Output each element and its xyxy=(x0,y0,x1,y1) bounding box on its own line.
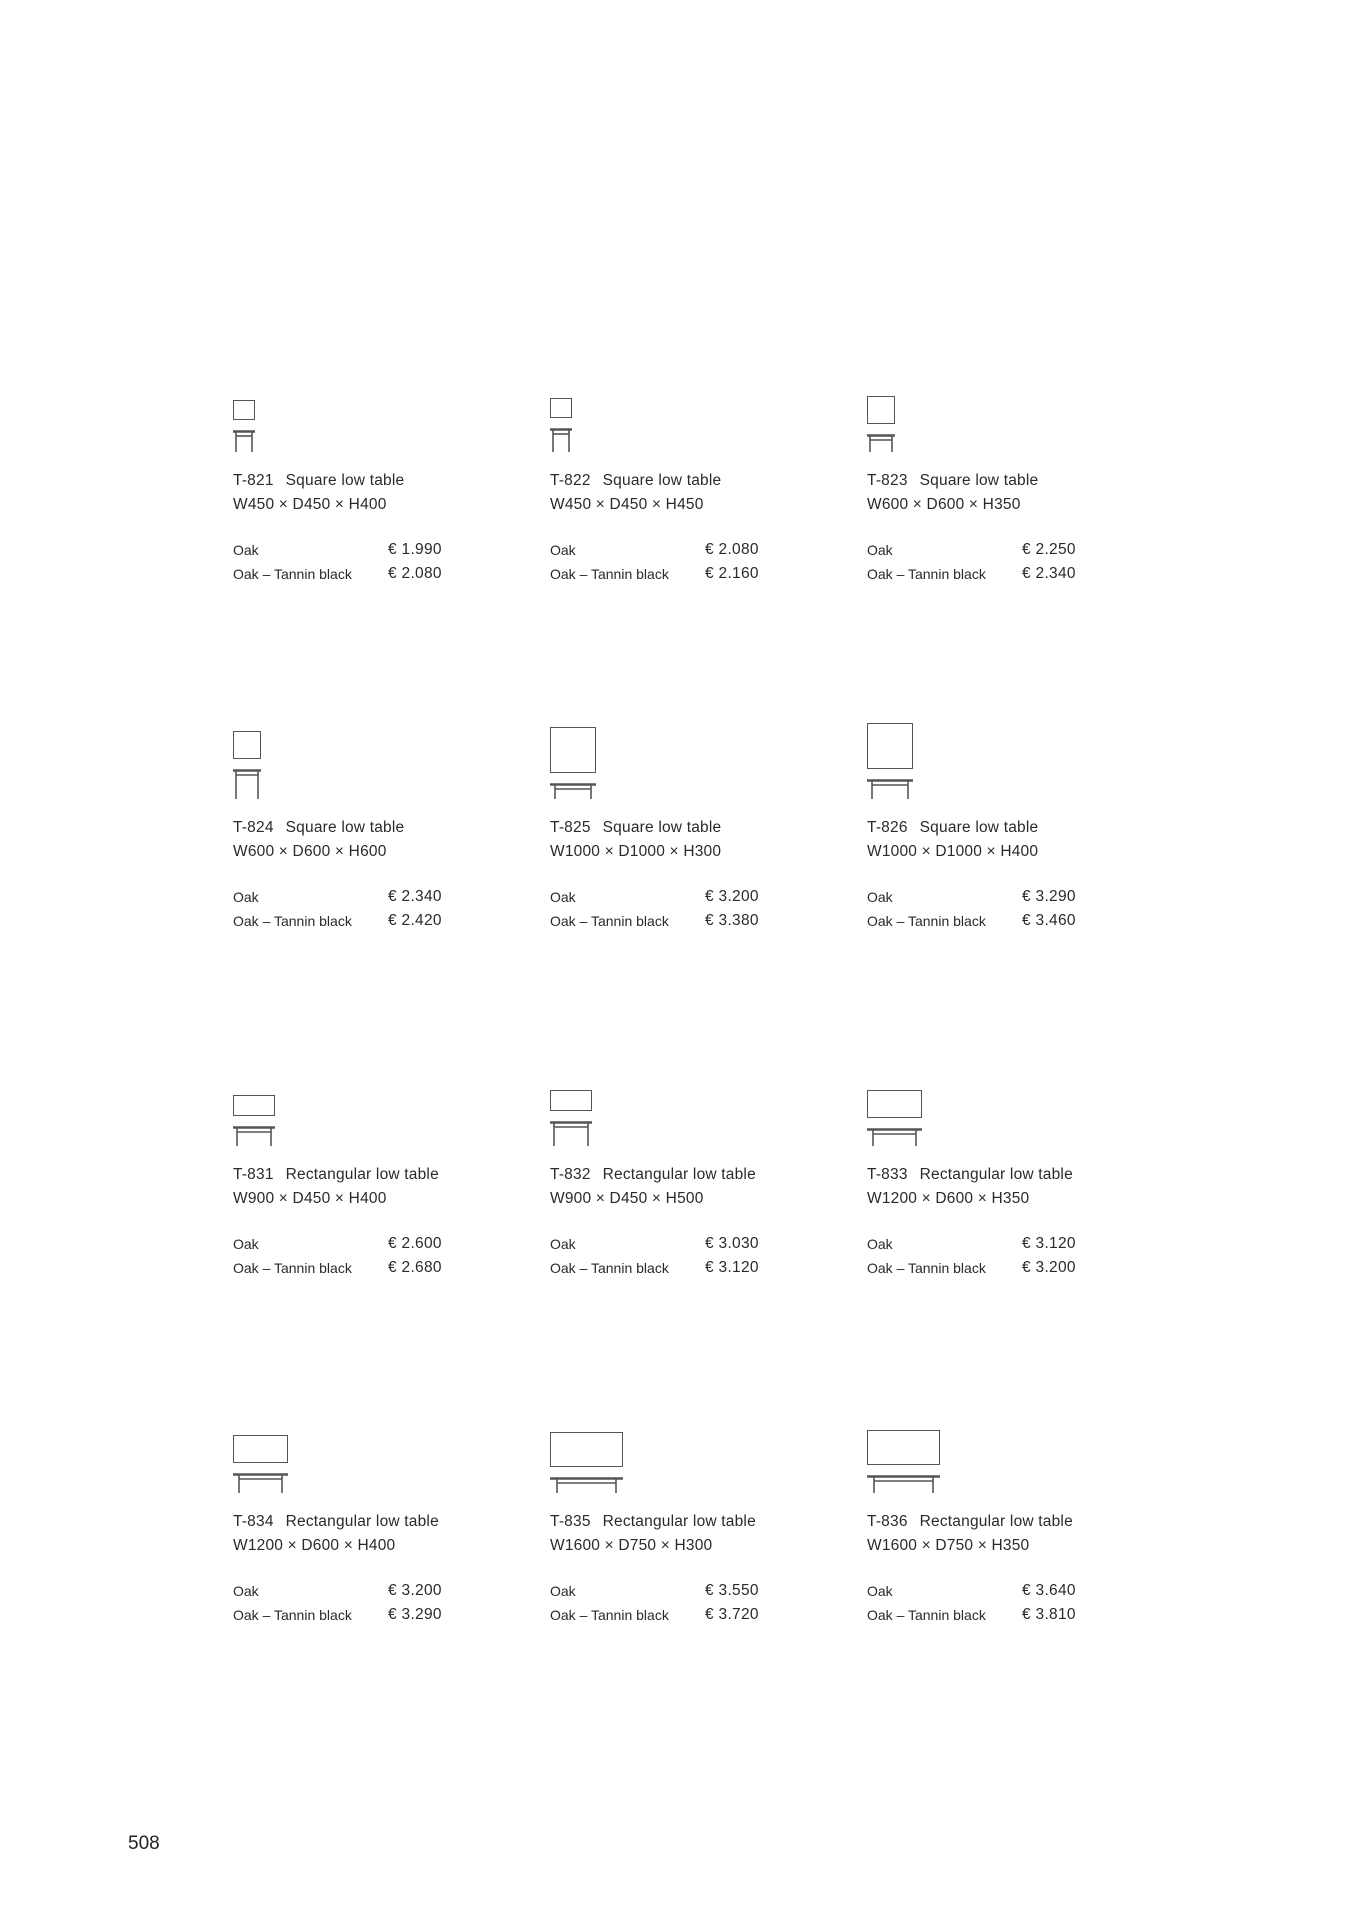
square-low-table-elevation-icon xyxy=(867,434,895,452)
square-low-table-plan-icon xyxy=(867,396,895,424)
product-item-t-822 xyxy=(550,390,850,590)
page-number: 508 xyxy=(128,1833,160,1854)
price-row xyxy=(550,565,850,585)
finish-label: Oak – Tannin black xyxy=(550,1607,669,1623)
price-row xyxy=(867,1606,1167,1626)
price-row xyxy=(233,1606,533,1626)
finish-label: Oak xyxy=(233,1236,259,1252)
price-value: € 2.340 xyxy=(388,888,442,905)
product-name: Rectangular low table xyxy=(919,1166,1073,1183)
product-code: T-832 xyxy=(550,1166,591,1183)
square-low-table-elevation-icon xyxy=(550,783,596,799)
product-dimensions: W600 × D600 × H350 xyxy=(867,496,1021,513)
product-dimensions: W1600 × D750 × H350 xyxy=(867,1537,1030,1554)
product-item-t-833 xyxy=(867,1084,1167,1284)
product-name: Rectangular low table xyxy=(285,1513,439,1530)
product-code: T-834 xyxy=(233,1513,274,1530)
finish-label: Oak – Tannin black xyxy=(233,1260,352,1276)
finish-label: Oak – Tannin black xyxy=(550,1260,669,1276)
price-row xyxy=(233,912,533,932)
product-title xyxy=(867,472,1038,490)
square-low-table-plan-icon xyxy=(867,723,913,769)
product-item-t-824 xyxy=(233,737,533,937)
product-title xyxy=(867,819,1038,837)
product-item-t-826 xyxy=(867,737,1167,937)
product-title xyxy=(550,1513,756,1531)
square-low-table-elevation-icon xyxy=(550,428,572,452)
rectangular-low-table-plan-icon xyxy=(550,1090,592,1111)
price-value: € 3.200 xyxy=(388,1582,442,1599)
product-title xyxy=(550,819,721,837)
price-value: € 2.080 xyxy=(705,541,759,558)
product-dimensions: W1600 × D750 × H300 xyxy=(550,1537,713,1554)
product-code: T-826 xyxy=(867,819,908,836)
price-row xyxy=(233,565,533,585)
product-dimensions: W1000 × D1000 × H300 xyxy=(550,843,722,860)
price-row xyxy=(233,541,533,561)
product-item-t-823 xyxy=(867,390,1167,590)
product-dimensions: W1200 × D600 × H400 xyxy=(233,1537,396,1554)
product-title xyxy=(233,1513,439,1531)
rectangular-low-table-plan-icon xyxy=(867,1090,922,1118)
product-name: Rectangular low table xyxy=(285,1166,439,1183)
product-code: T-835 xyxy=(550,1513,591,1530)
product-name: Square low table xyxy=(602,819,722,836)
square-low-table-plan-icon xyxy=(233,400,255,420)
finish-label: Oak xyxy=(550,1236,576,1252)
product-title xyxy=(550,472,721,490)
product-dimensions: W450 × D450 × H450 xyxy=(550,496,704,513)
product-title xyxy=(233,472,404,490)
price-row xyxy=(867,888,1167,908)
rectangular-low-table-elevation-icon xyxy=(550,1121,592,1146)
square-low-table-elevation-icon xyxy=(233,769,261,799)
price-row xyxy=(550,912,850,932)
price-row xyxy=(867,1582,1167,1602)
rectangular-low-table-elevation-icon xyxy=(867,1475,940,1493)
rectangular-low-table-plan-icon xyxy=(233,1095,275,1116)
price-value: € 2.340 xyxy=(1022,565,1076,582)
finish-label: Oak – Tannin black xyxy=(550,913,669,929)
price-row xyxy=(233,1235,533,1255)
price-value: € 2.600 xyxy=(388,1235,442,1252)
rectangular-low-table-elevation-icon xyxy=(867,1128,922,1146)
rectangular-low-table-elevation-icon xyxy=(550,1477,623,1493)
product-code: T-823 xyxy=(867,472,908,489)
price-row xyxy=(867,565,1167,585)
price-value: € 2.680 xyxy=(388,1259,442,1276)
product-item-t-831 xyxy=(233,1084,533,1284)
price-row xyxy=(867,541,1167,561)
price-value: € 1.990 xyxy=(388,541,442,558)
rectangular-low-table-plan-icon xyxy=(550,1432,623,1467)
price-value: € 3.720 xyxy=(705,1606,759,1623)
price-row xyxy=(550,1259,850,1279)
square-low-table-elevation-icon xyxy=(867,779,913,799)
product-dimensions: W900 × D450 × H400 xyxy=(233,1190,387,1207)
finish-label: Oak – Tannin black xyxy=(233,913,352,929)
price-value: € 3.640 xyxy=(1022,1582,1076,1599)
rectangular-low-table-elevation-icon xyxy=(233,1126,275,1146)
finish-label: Oak xyxy=(867,889,893,905)
product-item-t-832 xyxy=(550,1084,850,1284)
rectangular-low-table-plan-icon xyxy=(867,1430,940,1465)
price-value: € 3.200 xyxy=(1022,1259,1076,1276)
product-name: Rectangular low table xyxy=(919,1513,1073,1530)
price-value: € 3.290 xyxy=(388,1606,442,1623)
product-code: T-821 xyxy=(233,472,274,489)
price-row xyxy=(550,1235,850,1255)
price-value: € 2.160 xyxy=(705,565,759,582)
price-row xyxy=(550,888,850,908)
product-dimensions: W600 × D600 × H600 xyxy=(233,843,387,860)
square-low-table-plan-icon xyxy=(550,727,596,773)
finish-label: Oak xyxy=(867,1583,893,1599)
finish-label: Oak – Tannin black xyxy=(867,913,986,929)
product-code: T-836 xyxy=(867,1513,908,1530)
finish-label: Oak xyxy=(867,1236,893,1252)
price-row xyxy=(550,541,850,561)
product-item-t-825 xyxy=(550,737,850,937)
price-row xyxy=(550,1582,850,1602)
price-value: € 3.460 xyxy=(1022,912,1076,929)
product-name: Square low table xyxy=(285,819,405,836)
price-value: € 3.120 xyxy=(1022,1235,1076,1252)
price-value: € 3.200 xyxy=(705,888,759,905)
finish-label: Oak xyxy=(550,542,576,558)
product-code: T-824 xyxy=(233,819,274,836)
price-row xyxy=(867,912,1167,932)
rectangular-low-table-elevation-icon xyxy=(233,1473,288,1493)
product-dimensions: W1200 × D600 × H350 xyxy=(867,1190,1030,1207)
product-code: T-833 xyxy=(867,1166,908,1183)
product-code: T-825 xyxy=(550,819,591,836)
price-row xyxy=(233,888,533,908)
price-value: € 2.420 xyxy=(388,912,442,929)
product-title xyxy=(867,1166,1073,1184)
finish-label: Oak xyxy=(233,542,259,558)
finish-label: Oak – Tannin black xyxy=(867,1260,986,1276)
product-title xyxy=(867,1513,1073,1531)
finish-label: Oak xyxy=(550,889,576,905)
product-dimensions: W1000 × D1000 × H400 xyxy=(867,843,1039,860)
product-title xyxy=(233,819,404,837)
price-value: € 3.030 xyxy=(705,1235,759,1252)
price-value: € 3.120 xyxy=(705,1259,759,1276)
product-code: T-822 xyxy=(550,472,591,489)
finish-label: Oak – Tannin black xyxy=(233,1607,352,1623)
price-value: € 2.080 xyxy=(388,565,442,582)
finish-label: Oak – Tannin black xyxy=(867,566,986,582)
product-item-t-836 xyxy=(867,1431,1167,1631)
finish-label: Oak – Tannin black xyxy=(233,566,352,582)
product-item-t-821 xyxy=(233,390,533,590)
finish-label: Oak xyxy=(550,1583,576,1599)
finish-label: Oak xyxy=(233,1583,259,1599)
product-dimensions: W450 × D450 × H400 xyxy=(233,496,387,513)
finish-label: Oak – Tannin black xyxy=(867,1607,986,1623)
product-name: Rectangular low table xyxy=(602,1166,756,1183)
square-low-table-elevation-icon xyxy=(233,430,255,452)
finish-label: Oak – Tannin black xyxy=(550,566,669,582)
product-code: T-831 xyxy=(233,1166,274,1183)
price-value: € 3.380 xyxy=(705,912,759,929)
square-low-table-plan-icon xyxy=(233,731,261,759)
price-row xyxy=(233,1259,533,1279)
price-value: € 3.810 xyxy=(1022,1606,1076,1623)
product-name: Square low table xyxy=(285,472,405,489)
price-row xyxy=(233,1582,533,1602)
product-item-t-834 xyxy=(233,1431,533,1631)
product-name: Square low table xyxy=(919,819,1039,836)
rectangular-low-table-plan-icon xyxy=(233,1435,288,1463)
price-row xyxy=(550,1606,850,1626)
price-value: € 3.550 xyxy=(705,1582,759,1599)
product-dimensions: W900 × D450 × H500 xyxy=(550,1190,704,1207)
finish-label: Oak xyxy=(233,889,259,905)
product-name: Square low table xyxy=(602,472,722,489)
finish-label: Oak xyxy=(867,542,893,558)
price-value: € 2.250 xyxy=(1022,541,1076,558)
price-row xyxy=(867,1259,1167,1279)
product-item-t-835 xyxy=(550,1431,850,1631)
product-title xyxy=(550,1166,756,1184)
product-name: Rectangular low table xyxy=(602,1513,756,1530)
price-row xyxy=(867,1235,1167,1255)
product-title xyxy=(233,1166,439,1184)
price-value: € 3.290 xyxy=(1022,888,1076,905)
square-low-table-plan-icon xyxy=(550,398,572,418)
product-name: Square low table xyxy=(919,472,1039,489)
